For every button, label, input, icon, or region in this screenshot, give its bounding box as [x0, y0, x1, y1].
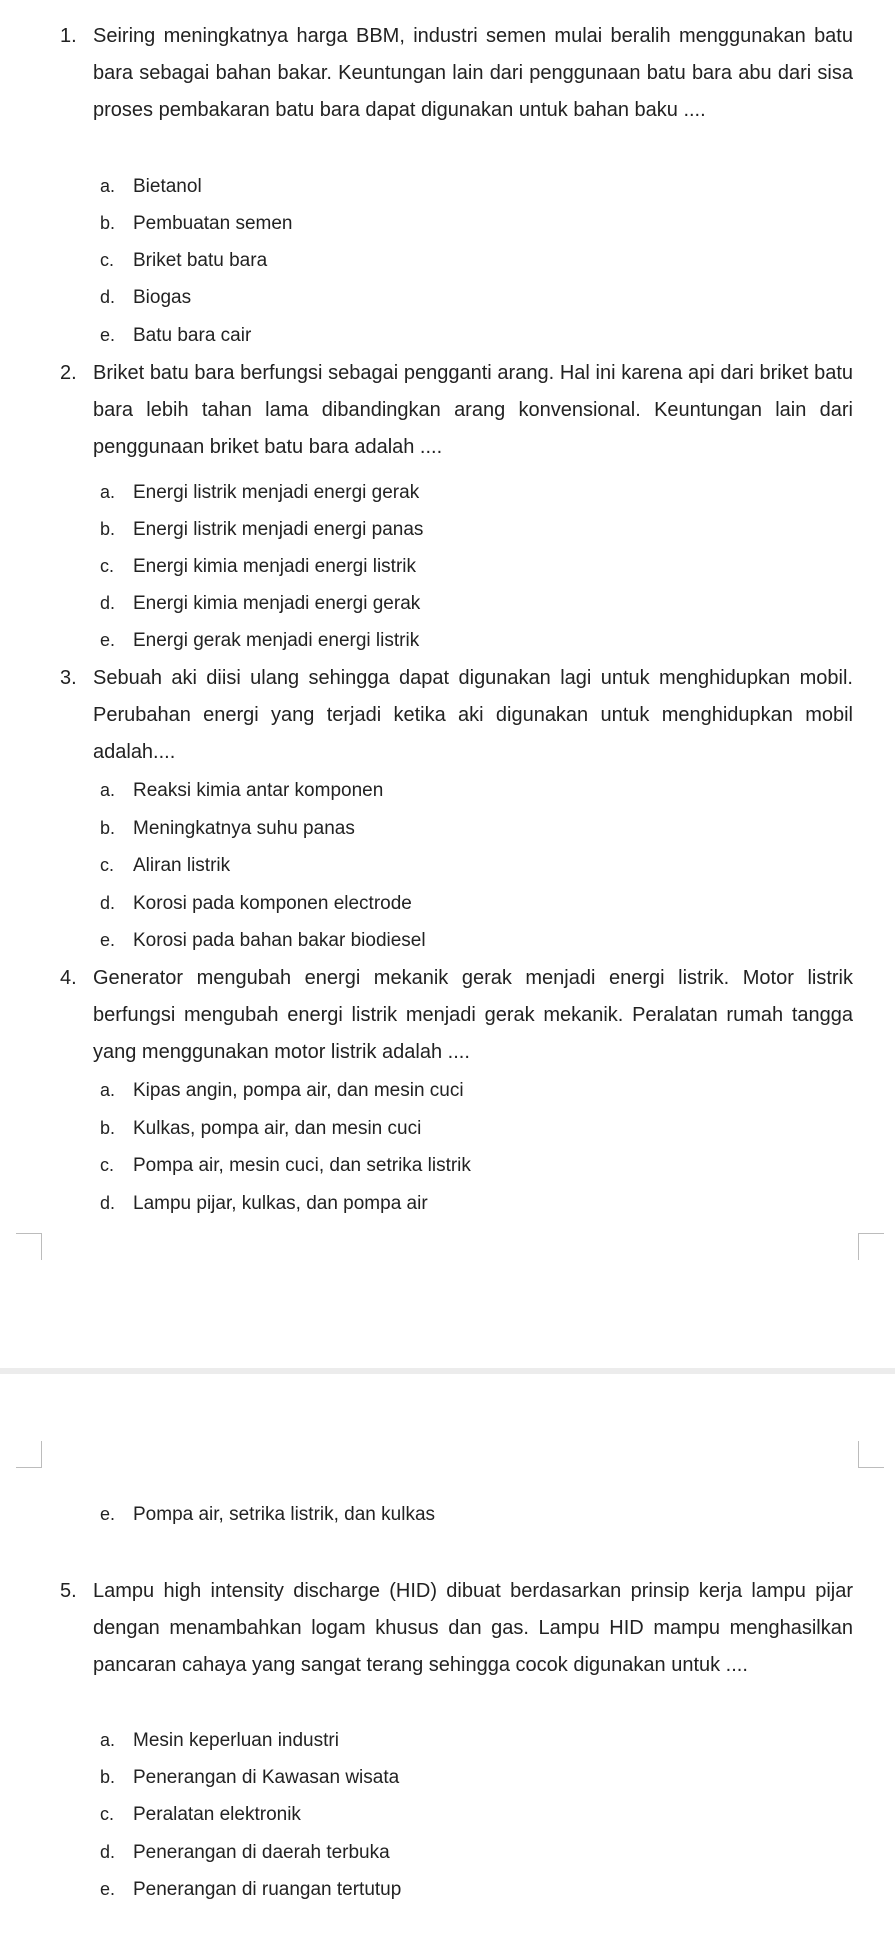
option-text: Pompa air, setrika listrik, dan kulkas — [133, 1504, 436, 1525]
option-letter: c. — [100, 1155, 115, 1175]
option-text: Reaksi kimia antar komponen — [133, 780, 384, 801]
option-text: Kipas angin, pompa air, dan mesin cuci — [133, 1080, 464, 1101]
option-letter: d. — [100, 593, 116, 613]
option-letter: e. — [100, 930, 116, 950]
option-text: Energi gerak menjadi energi listrik — [133, 630, 420, 651]
option-letter: c. — [100, 556, 115, 576]
option-text: Bietanol — [133, 176, 202, 197]
option-text: Lampu pijar, kulkas, dan pompa air — [133, 1193, 428, 1214]
option-letter: a. — [100, 1730, 116, 1750]
option-text: Pembuatan semen — [133, 213, 293, 234]
option-letter: b. — [100, 1767, 116, 1787]
question-text: Seiring meningkatnya harga BBM, industri semen mulai beralih menggunakan batu bara sebagai bahan bakar. Keuntungan lain dari penggunaan batu bara abu dari sisa proses pembakaran batu bara dapat digunakan untuk bahan baku .... — [93, 25, 853, 121]
option-letter: c. — [100, 1804, 115, 1824]
option-text: Pompa air, mesin cuci, dan setrika listrik — [133, 1155, 471, 1176]
question-text: Sebuah aki diisi ulang sehingga dapat digunakan lagi untuk menghidupkan mobil. Perubahan energi yang terjadi ketika aki digunakan untuk menghidupkan mobil adalah.... — [93, 667, 853, 763]
option-letter: d. — [100, 1193, 116, 1213]
option-text: Kulkas, pompa air, dan mesin cuci — [133, 1118, 422, 1139]
question-text: Generator mengubah energi mekanik gerak menjadi energi listrik. Motor listrik berfungsi mengubah energi listrik menjadi gerak mekanik. Peralatan rumah tangga yang menggunakan motor listrik adalah .... — [93, 967, 853, 1063]
option-text: Biogas — [133, 287, 192, 308]
option-letter: a. — [100, 780, 116, 800]
option-text: Korosi pada bahan bakar biodiesel — [133, 930, 426, 951]
option-letter: d. — [100, 893, 116, 913]
option-letter: c. — [100, 250, 115, 270]
option-letter: c. — [100, 855, 115, 875]
question-number: 5. — [60, 1580, 77, 1602]
option-text: Energi listrik menjadi energi panas — [133, 519, 424, 540]
option-text: Energi listrik menjadi energi gerak — [133, 482, 420, 503]
option-text: Mesin keperluan industri — [133, 1730, 339, 1751]
option-letter: d. — [100, 287, 116, 307]
option-text: Energi kimia menjadi energi gerak — [133, 593, 421, 614]
option-text: Aliran listrik — [133, 855, 231, 876]
option-text: Briket batu bara — [133, 250, 268, 271]
page-corner-mark — [858, 1441, 884, 1468]
option-letter: b. — [100, 213, 116, 233]
page-corner-mark — [16, 1233, 42, 1260]
option-letter: b. — [100, 519, 116, 539]
option-letter: b. — [100, 818, 116, 838]
question-number: 1. — [60, 25, 77, 47]
question-number: 2. — [60, 362, 77, 384]
option-text: Penerangan di daerah terbuka — [133, 1842, 390, 1863]
option-text: Penerangan di Kawasan wisata — [133, 1767, 400, 1788]
option-letter: e. — [100, 1504, 116, 1524]
page-corner-mark — [858, 1233, 884, 1260]
page-corner-mark — [16, 1441, 42, 1468]
option-letter: e. — [100, 1879, 116, 1899]
option-letter: e. — [100, 630, 116, 650]
option-text: Penerangan di ruangan tertutup — [133, 1879, 402, 1900]
question-number: 4. — [60, 967, 77, 989]
question-text: Lampu high intensity discharge (HID) dibuat berdasarkan prinsip kerja lampu pijar dengan menambahkan logam khusus dan gas. Lampu HID mampu menghasilkan pancaran cahaya yang sangat terang sehingga cocok digunakan untuk .... — [93, 1580, 853, 1676]
option-text: Peralatan elektronik — [133, 1804, 301, 1825]
question-number: 3. — [60, 667, 77, 689]
option-text: Energi kimia menjadi energi listrik — [133, 556, 416, 577]
option-letter: a. — [100, 176, 116, 196]
option-letter: b. — [100, 1118, 116, 1138]
option-letter: a. — [100, 482, 116, 502]
option-letter: a. — [100, 1080, 116, 1100]
option-letter: e. — [100, 325, 116, 345]
option-text: Meningkatnya suhu panas — [133, 818, 355, 839]
option-letter: d. — [100, 1842, 116, 1862]
option-text: Batu bara cair — [133, 325, 252, 346]
question-text: Briket batu bara berfungsi sebagai pengganti arang. Hal ini karena api dari briket batu bara lebih tahan lama dibandingkan arang konvensional. Keuntungan lain dari penggunaan briket batu bara adalah .... — [93, 362, 853, 458]
option-text: Korosi pada komponen electrode — [133, 893, 412, 914]
